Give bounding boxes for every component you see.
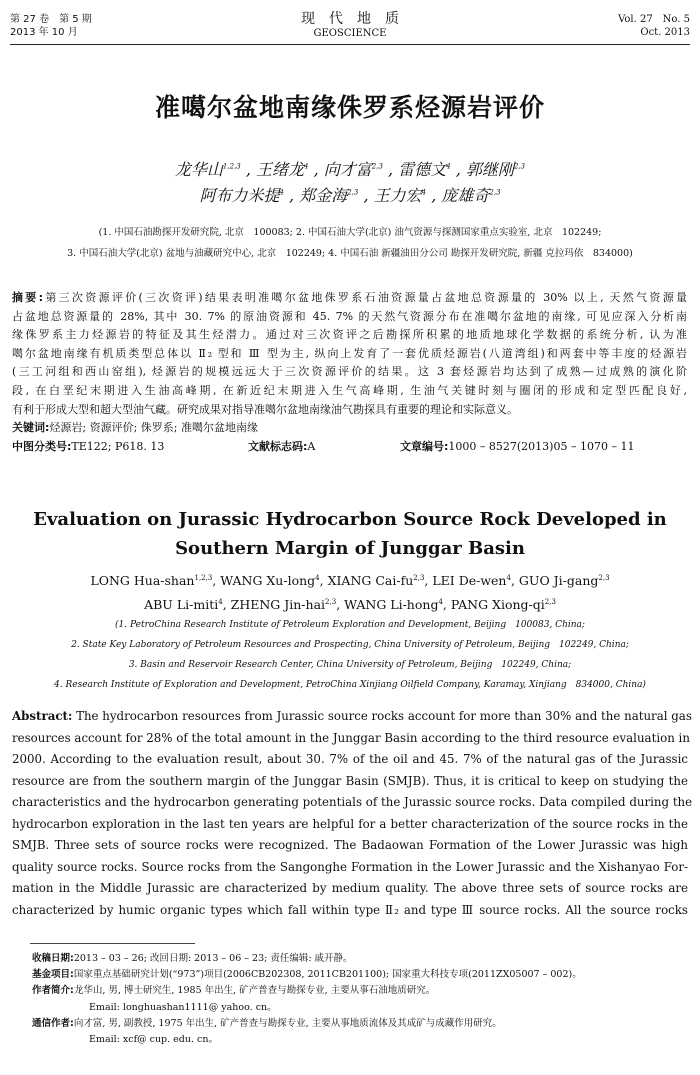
author-affiliation-mark: 4 [506,573,511,582]
doc-value: A [307,439,316,453]
title-en [0,505,700,563]
footnote-rule [30,943,195,944]
authors-cn [0,157,700,209]
abstract-en-line: SMJB. Three sets of source rocks were recognized. The Badaowan Formation of the Lower Jurassic was high [12,838,688,852]
authors-cn-line1 [0,157,700,183]
affiliation-en-line: (1. PetroChina Research Institute of Petroleum Exploration and Development, Beijing 100083, China; [115,620,585,630]
article-value: 1000 – 8527(2013)05 – 1070 – 11 [448,439,635,453]
author-separator: , [222,597,231,612]
abstract-cn-text: (三工河组和西山窑组), 烃源岩的规模远远大于三次资源评价的结果。这 3 套烃源岩均达到了成熟—过成熟的演化阶 [12,365,687,379]
title-en-line2: Southern Margin of Junggar Basin [175,538,525,559]
author-separator: , [424,573,433,588]
article-number [400,438,634,457]
abstract-cn-line [12,289,687,308]
author-name: WANG Li-hong [344,597,439,612]
author-name: 阿布力米提 [199,186,280,205]
author-affiliation-mark: 1,2,3 [194,573,213,582]
author-name: 王绪龙 [256,160,305,179]
keywords-text: 烃源岩; 资源评价; 侏罗系; 准噶尔盆地南缘 [49,421,259,435]
abstract-cn-text: 第三次资源评价(三次资评)结果表明准噶尔盆地侏罗系石油资源量占盆地总资源量的 30% 以上, 天然气资源量 [43,291,687,304]
authors-cn-line2 [0,183,700,209]
affiliations-cn [0,222,700,264]
footnote-item [32,967,692,983]
author-affiliation-mark: 4 [218,597,223,606]
author-affiliation-mark: 2,3 [489,188,501,197]
keywords-cn [12,419,687,438]
footnote-label: 基金项目: [32,969,74,981]
author-separator: , [308,160,324,179]
title-cn: 准噶尔盆地南缘侏罗系烃源岩评价 [154,93,545,122]
header-journal [250,11,450,40]
author-name: LONG Hua-shan [90,573,195,588]
author-name: 庞雄奇 [441,186,490,205]
footnotes [32,951,692,1048]
footnote-item [32,951,692,967]
author-separator: , [212,573,221,588]
author-affiliation-mark: 1,2,3 [222,162,241,171]
author-name: 郭继刚 [465,160,514,179]
abstract-en-line: resource are from the southern margin of the Junggar Basin (SMJB). Thus, it is critical to keep on studying the [12,773,688,788]
author-affiliation-mark: 4 [446,162,451,171]
clc-value: TE122; P618. 13 [71,439,165,453]
footnote-text: 向才富, 男, 副教授, 1975 年出生, 矿产普查与勘探专业, 主要从事地质流体及其成矿与成藏作用研究。 [73,1017,502,1029]
author-separator: , [450,160,466,179]
abstract-en-line: characterized by humic organic types which fall within type Ⅱ₂ and type Ⅲ source rocks. All the source rocks [12,902,688,917]
author-name: ABU Li-miti [144,597,219,612]
author-name: GUO Ji-gang [518,573,599,588]
doc-label: 文献标志码: [248,439,308,453]
footnote-label: 作者简介: [32,985,74,997]
author-affiliation-mark: 2,3 [347,188,359,197]
author-affiliation-mark: 2,3 [371,162,383,171]
authors-en-line1 [0,569,700,593]
author-name: 向才富 [323,160,372,179]
header-volume-text: 第 27 卷 第 5 期 [10,14,92,25]
abstract-cn-label: 摘要: [12,291,44,304]
abstract-en-line: quality source rocks. Source rocks from the Sangonghe Formation in the Lower Jurassic and the Xishanyao For- [12,859,688,874]
footnote-text: 国家重点基础研究计划(“973”)项目(2006CB202308, 2011CB201100); 国家重大科技专项(2011ZX05007 – 002)。 [73,969,582,981]
author-affiliation-mark: 2,3 [513,162,526,171]
abstract-cn-text: 段, 在白垩纪末期进入生油高峰期, 在新近纪末期进入生气高峰期, 生油气关键时刻与圈闭的形成和定型匹配良好, [12,383,687,397]
journal-name-cn: 现 代 地 质 [301,11,399,27]
article-label: 文章编号: [400,439,449,453]
footnote-text: 2013 – 03 – 26; 改回日期: 2013 – 06 – 23; 责任编辑: 戚开静。 [73,953,353,964]
abstract-cn-text: 噶尔盆地南缘有机质类型总体以 Ⅱ₂ 型和 Ⅲ 型为主, 纵向上发育了一套优质烃源岩(八道湾组)和两套中等丰度的烃源岩 [12,346,687,360]
author-affiliation-mark: 4 [315,573,320,582]
abstract-en [12,706,693,921]
abstract-en-line: resources account for 28% of the total amount in the Junggar Basin according to the third resource evaluation in [12,730,690,745]
author-name: WANG Xu-long [220,573,316,588]
author-separator: , [319,573,328,588]
header-vol-en-text: Vol. 27 No. 5 [618,14,690,25]
abstract-cn-body [12,289,687,401]
footnote-text: 龙华山, 男, 博士研究生, 1985 年出生, 矿产普查与勘探专业, 主要从事石油地质研究。 [73,985,436,997]
abstract-cn-line [12,308,687,327]
header-date-en-text: Oct. 2013 [640,27,690,38]
header-rule [10,44,690,45]
footnote-item [32,1016,692,1032]
clc-label: 中图分类号: [12,439,72,453]
author-affiliation-mark: 4 [304,162,309,171]
author-separator: , [358,186,374,205]
footnote-label: 收稿日期: [32,953,74,964]
abstract-cn-line [12,363,687,382]
abstract-en-first-line [12,706,692,728]
affiliation-en-line: 3. Basin and Reservoir Research Center, China University of Petroleum, Beijing 102249, China; [128,660,572,670]
affiliations-en-list [0,615,700,695]
affiliations-en [0,615,700,695]
abstract-en-body [12,728,693,922]
author-name: 王力宏 [373,186,422,205]
author-affiliation-mark: 4 [438,597,443,606]
authors-en-line2 [0,593,700,617]
header-volume-en [618,13,690,39]
abstract-en-line: mation in the Middle Jurassic are characterized by medium quality. The above three sets of source rocks are [12,881,688,895]
footnote-item [32,983,692,999]
author-affiliation-mark: 4 [279,188,284,197]
author-separator: , [426,186,442,205]
author-affiliation-mark: 2,3 [325,597,337,606]
footnote-item [32,1032,692,1048]
author-affiliation-mark: 4 [421,188,427,197]
author-separator: , [510,573,519,588]
authors-en [0,569,700,617]
author-name: 雷德文 [398,160,447,179]
abstract-cn-line [12,326,687,345]
author-affiliation-mark: 2,3 [598,573,610,582]
header-volume-issue [10,13,92,39]
abstract-cn-line [12,382,687,401]
abstract-en-line: 2000. According to the evaluation result, about 30. 7% of the oil and 45. 7% of the natural gas of the Jurassic [12,752,688,766]
abstract-en-first-text: The hydrocarbon resources from Jurassic source rocks account for more than 30% and the natural gas [76,709,692,723]
affiliation-en-line: 4. Research Institute of Exploration and Development, PetroChina Xinjiang Oilfield Company, Karamay, Xinjiang 834000, China) [54,680,646,690]
author-affiliation-mark: 2,3 [544,597,556,606]
author-separator: , [442,597,451,612]
abstract-en-label: Abstract: [12,709,73,723]
affiliation-cn-line: 3. 中国石油大学(北京) 盆地与油藏研究中心, 北京 102249; 4. 中国石油 新疆油田分公司 勘探开发研究院, 新疆 克拉玛依 834000) [67,248,633,259]
title-en-line1: Evaluation on Jurassic Hydrocarbon Source Rock Developed in [33,509,667,530]
footnote-list [32,951,692,1048]
author-affiliation-mark: 2,3 [413,573,425,582]
author-separator: , [382,160,399,179]
journal-name-en: GEOSCIENCE [313,28,387,39]
author-name: LEI De-wen [432,573,507,588]
abstract-cn-line [12,345,687,364]
footnote-label: 通信作者: [32,1017,74,1029]
clc-code [12,438,164,457]
footnote-text: Email: xcf@ cup. edu. cn。 [89,1034,218,1046]
footnote-item [32,1000,692,1016]
footnote-text: Email: longhuashan1111@ yahoo. cn。 [89,1001,277,1013]
affiliation-cn-line: (1. 中国石油勘探开发研究院, 北京 100083; 2. 中国石油大学(北京) 油气资源与探测国家重点实验室, 北京 102249; [98,227,602,238]
author-separator: , [283,186,300,205]
author-separator: , [240,160,256,179]
author-name: PANG Xiong-qi [450,597,545,612]
affiliation-en-line: 2. State Key Laboratory of Petroleum Resources and Prospecting, China University of Petroleum, Beijing 102249, China; [71,640,629,650]
classification-row [12,438,687,457]
abstract-en-line: hydrocarbon exploration in the last ten years are helpful for a better characterization of the source rocks in the [12,816,688,831]
keywords-label: 关键词: [12,421,50,435]
author-name: ZHENG Jin-hai [230,597,326,612]
author-name: XIANG Cai-fu [327,573,414,588]
abstract-cn-last-line: 有利于形成大型和超大型油气藏。研究成果对指导准噶尔盆地南缘油气勘探具有重要的理论和实际意义。 [12,402,518,416]
abstract-en-line: characteristics and the hydrocarbon generating potentials of the Jurassic source rocks. Data compiled during the [12,795,693,809]
header-date-text: 2013 年 10 月 [10,27,78,38]
author-name: 龙华山 [174,160,223,179]
abstract-cn [12,289,687,456]
author-name: 郑金海 [299,186,348,205]
abstract-cn-text: 缘侏罗系主力烃源岩的特征及其生烃潜力。通过对三次资评之后勘探所积累的地质地球化学数据的系统分析, 认为准 [12,328,687,342]
doc-code [248,438,315,457]
author-separator: , [336,597,345,612]
abstract-cn-text: 占盆地总资源量的 28%, 其中 30. 7% 的原油资源和 45. 7% 的天然气资源分布在准噶尔盆地的南缘, 可见应深入分析南 [12,309,687,323]
